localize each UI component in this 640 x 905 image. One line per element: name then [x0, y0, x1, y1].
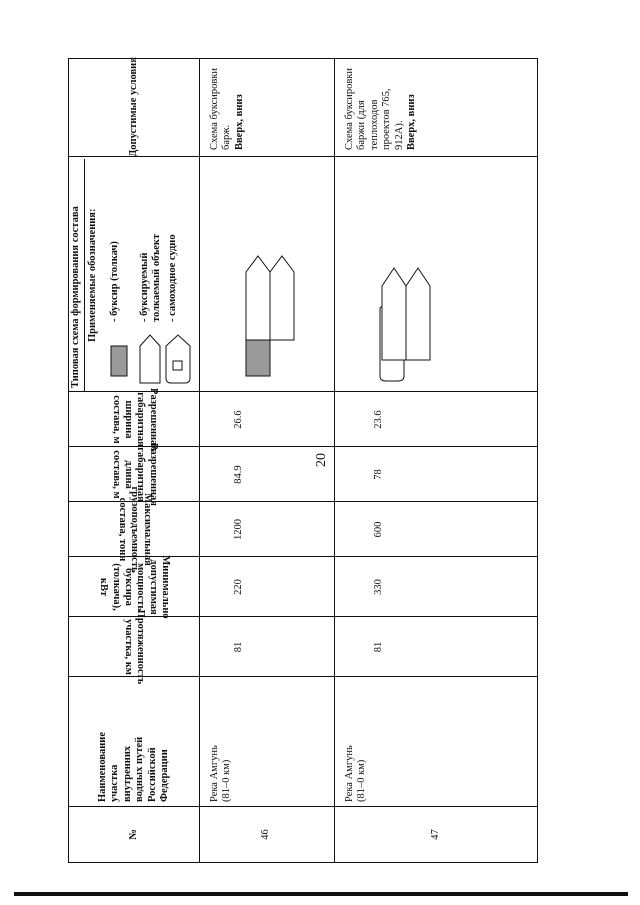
row-47-length: 81 — [372, 641, 384, 653]
page-number: 20 — [314, 453, 329, 467]
row-46-allowed-length: 84.9 — [232, 465, 244, 484]
row-47-conditions-direction: Вверх, вниз — [405, 94, 417, 150]
row-46-conditions-direction: Вверх, вниз — [233, 94, 245, 150]
row-47-section: Река Амгунь (81–0 км) — [344, 745, 368, 802]
barge-icon — [270, 256, 294, 340]
row-divider — [199, 59, 200, 862]
header-number: № — [127, 829, 139, 840]
row-47-allowed-length: 78 — [372, 469, 384, 480]
legend-tug-icon — [109, 345, 129, 377]
row-46-allowed-width: 26.6 — [232, 410, 244, 429]
row-46-length: 81 — [232, 641, 244, 653]
row-47-allowed-width: 23.6 — [372, 410, 384, 429]
row-47-tow-scheme — [374, 242, 432, 382]
row-47-max-capacity: 600 — [372, 521, 384, 538]
header-min-power: Минимально допустимая мощность буксира (толкача), кВт — [98, 555, 172, 619]
barge-icon — [246, 256, 270, 340]
legend-title: Применяемые обозначения: — [87, 208, 98, 342]
row-47-number: 47 — [430, 829, 442, 840]
header-allowed-length: Разрешенная габаритная длина состава, м — [110, 443, 159, 506]
legend-self-propelled-icon — [165, 334, 191, 384]
header-scheme: Типовая схема формирования состава — [70, 206, 81, 388]
legend-barge-icon — [139, 334, 161, 384]
header-conditions: Допустимые условия — [127, 57, 139, 157]
header-allowed-width: Разрешенная габаритная ширина состава, м — [110, 388, 159, 451]
header-length: Протяженность участка, км — [123, 609, 147, 685]
convoy-table — [68, 58, 538, 863]
header-max-capacity: Максимальная грузоподъемность состава, тонн — [116, 486, 153, 573]
scheme-title-divider — [84, 159, 85, 392]
legend-towed: - буксируемый толкаемый объект — [139, 233, 163, 322]
row-47-min-power: 330 — [372, 579, 384, 595]
legend-tug: - буксир (толкач) — [109, 241, 120, 322]
barge-icon — [406, 268, 430, 360]
tug-icon — [246, 340, 270, 376]
header-section-name: Наименование участка внутренних водных путей Российской Федерации — [97, 732, 170, 802]
row-46-min-power: 220 — [232, 579, 244, 595]
row-46-conditions-text: Схема буксировки барж. — [209, 67, 233, 150]
row-46-section: Река Амгунь (81–0 км) — [209, 745, 233, 802]
row-47-conditions — [344, 58, 464, 150]
row-46-conditions — [209, 58, 329, 150]
row-47-conditions-text: Схема буксировки баржи (для теплоходов проектов 765, 912А). — [344, 67, 405, 150]
row-46-tow-scheme — [244, 242, 294, 382]
legend-self-propelled: - самоходное судно — [167, 234, 178, 322]
row-46-max-capacity: 1200 — [232, 519, 244, 540]
barge-icon — [382, 268, 406, 360]
row-46-number: 46 — [260, 829, 272, 840]
row-divider — [334, 59, 335, 862]
